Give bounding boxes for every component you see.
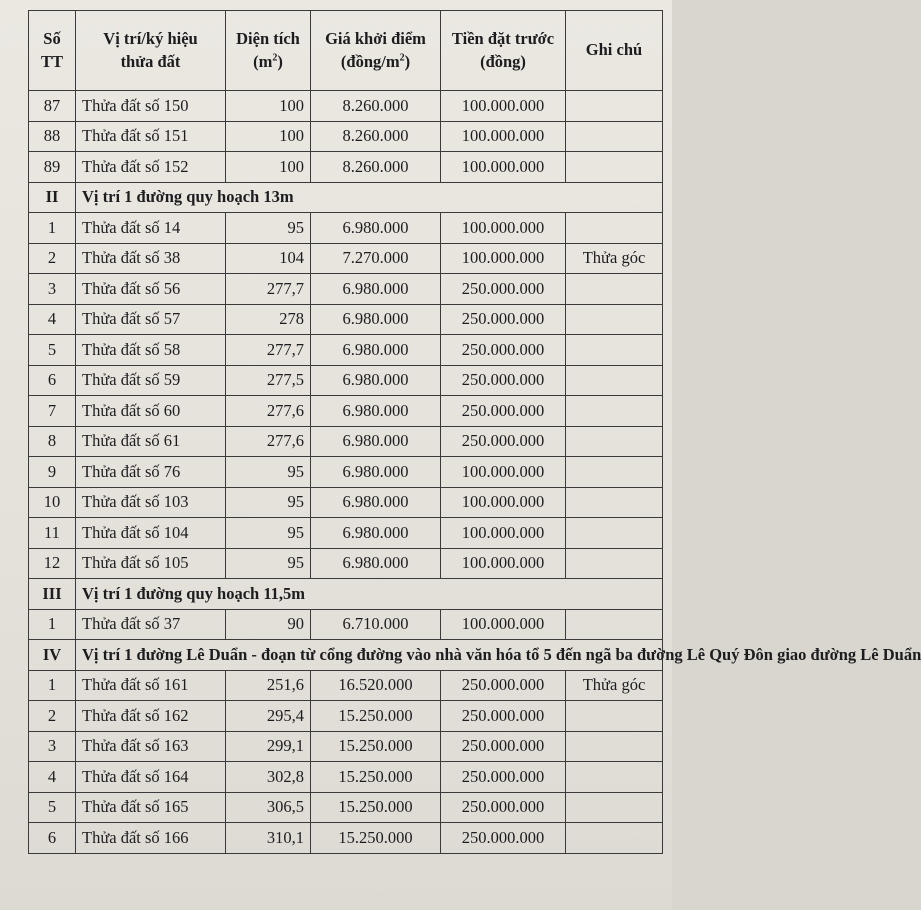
cell-deposit: 250.000.000 — [441, 670, 566, 701]
cell-no: 6 — [29, 823, 76, 854]
cell-no: 12 — [29, 548, 76, 579]
cell-price: 6.980.000 — [311, 365, 441, 396]
cell-area: 278 — [226, 304, 311, 335]
section-row-iii — [29, 579, 663, 610]
cell-price: 7.270.000 — [311, 243, 441, 274]
table-row — [29, 213, 663, 244]
table-row — [29, 487, 663, 518]
cell-deposit: 250.000.000 — [441, 792, 566, 823]
cell-deposit: 250.000.000 — [441, 396, 566, 427]
table-row — [29, 152, 663, 183]
cell-plot-name: Thửa đất số 57 — [76, 304, 226, 335]
table-row — [29, 304, 663, 335]
cell-area: 100 — [226, 91, 311, 122]
cell-price: 6.980.000 — [311, 457, 441, 488]
cell-note — [566, 365, 663, 396]
cell-area: 277,7 — [226, 274, 311, 305]
cell-area: 95 — [226, 548, 311, 579]
cell-plot-name: Thửa đất số 150 — [76, 91, 226, 122]
cell-no: 8 — [29, 426, 76, 457]
cell-area: 277,6 — [226, 396, 311, 427]
section-number: II — [29, 182, 76, 213]
cell-plot-name: Thửa đất số 104 — [76, 518, 226, 549]
section-row-iv — [29, 640, 663, 671]
cell-price: 15.250.000 — [311, 762, 441, 793]
cell-area: 251,6 — [226, 670, 311, 701]
cell-price: 15.250.000 — [311, 701, 441, 732]
table-row — [29, 518, 663, 549]
cell-area: 95 — [226, 213, 311, 244]
cell-price: 8.260.000 — [311, 121, 441, 152]
cell-area: 104 — [226, 243, 311, 274]
cell-area: 95 — [226, 487, 311, 518]
cell-price: 6.980.000 — [311, 335, 441, 366]
cell-deposit: 100.000.000 — [441, 609, 566, 640]
table-row — [29, 762, 663, 793]
cell-note: Thửa góc — [566, 670, 663, 701]
cell-area: 295,4 — [226, 701, 311, 732]
cell-no: 2 — [29, 701, 76, 732]
table-row — [29, 548, 663, 579]
cell-no: 11 — [29, 518, 76, 549]
cell-plot-name: Thửa đất số 152 — [76, 152, 226, 183]
cell-plot-name: Thửa đất số 162 — [76, 701, 226, 732]
cell-area: 90 — [226, 609, 311, 640]
cell-note — [566, 396, 663, 427]
header-starting-price: Giá khởi điểm $(đồng/m^2)$ — [311, 11, 441, 91]
cell-note — [566, 731, 663, 762]
cell-area: 95 — [226, 457, 311, 488]
table-header — [29, 11, 663, 91]
cell-no: 3 — [29, 274, 76, 305]
cell-note — [566, 457, 663, 488]
section-title: Vị trí 1 đường Lê Duẩn - đoạn từ cổng đường vào nhà văn hóa tổ 5 đến ngã ba đường Lê Quý Đôn giao đường Lê Duẩn — [76, 640, 663, 671]
cell-no: 7 — [29, 396, 76, 427]
table-row — [29, 823, 663, 854]
table-row — [29, 609, 663, 640]
cell-deposit: 100.000.000 — [441, 457, 566, 488]
cell-note — [566, 487, 663, 518]
cell-deposit: 250.000.000 — [441, 731, 566, 762]
cell-no: 89 — [29, 152, 76, 183]
table-row — [29, 274, 663, 305]
cell-plot-name: Thửa đất số 58 — [76, 335, 226, 366]
cell-note — [566, 152, 663, 183]
cell-price: 6.980.000 — [311, 274, 441, 305]
cell-deposit: 100.000.000 — [441, 548, 566, 579]
cell-area: 100 — [226, 152, 311, 183]
cell-note — [566, 121, 663, 152]
cell-plot-name: Thửa đất số 166 — [76, 823, 226, 854]
cell-area: 95 — [226, 518, 311, 549]
cell-deposit: 100.000.000 — [441, 243, 566, 274]
cell-no: 88 — [29, 121, 76, 152]
cell-area: 310,1 — [226, 823, 311, 854]
cell-price: 6.980.000 — [311, 548, 441, 579]
cell-note — [566, 304, 663, 335]
cell-note — [566, 762, 663, 793]
cell-deposit: 100.000.000 — [441, 213, 566, 244]
cell-deposit: 250.000.000 — [441, 274, 566, 305]
cell-plot-name: Thửa đất số 163 — [76, 731, 226, 762]
cell-deposit: 100.000.000 — [441, 121, 566, 152]
cell-plot-name: Thửa đất số 161 — [76, 670, 226, 701]
cell-price: 6.980.000 — [311, 304, 441, 335]
cell-plot-name: Thửa đất số 37 — [76, 609, 226, 640]
header-plot-name: Vị trí/ký hiệu thửa đất — [76, 11, 226, 91]
cell-price: 16.520.000 — [311, 670, 441, 701]
cell-no: 2 — [29, 243, 76, 274]
cell-plot-name: Thửa đất số 56 — [76, 274, 226, 305]
cell-deposit: 250.000.000 — [441, 701, 566, 732]
cell-note — [566, 792, 663, 823]
table-row — [29, 701, 663, 732]
land-auction-table — [28, 10, 921, 854]
table-row — [29, 426, 663, 457]
table-row — [29, 670, 663, 701]
cell-note — [566, 274, 663, 305]
header-area: Diện tích $(m^2)$ — [226, 11, 311, 91]
table-body — [29, 91, 921, 854]
cell-plot-name: Thửa đất số 164 — [76, 762, 226, 793]
cell-price: 6.710.000 — [311, 609, 441, 640]
cell-no: 9 — [29, 457, 76, 488]
cell-plot-name: Thửa đất số 165 — [76, 792, 226, 823]
cell-plot-name: Thửa đất số 151 — [76, 121, 226, 152]
cell-no: 5 — [29, 792, 76, 823]
cell-no: 4 — [29, 762, 76, 793]
cell-deposit: 100.000.000 — [441, 518, 566, 549]
cell-area: 306,5 — [226, 792, 311, 823]
cell-price: 6.980.000 — [311, 213, 441, 244]
cell-note — [566, 701, 663, 732]
cell-no: 1 — [29, 609, 76, 640]
cell-plot-name: Thửa đất số 59 — [76, 365, 226, 396]
cell-plot-name: Thửa đất số 60 — [76, 396, 226, 427]
section-title: Vị trí 1 đường quy hoạch 11,5m — [76, 579, 663, 610]
cell-note — [566, 609, 663, 640]
cell-area: 299,1 — [226, 731, 311, 762]
cell-plot-name: Thửa đất số 105 — [76, 548, 226, 579]
table-row — [29, 457, 663, 488]
cell-deposit: 100.000.000 — [441, 91, 566, 122]
cell-deposit: 250.000.000 — [441, 426, 566, 457]
cell-deposit: 250.000.000 — [441, 365, 566, 396]
cell-no: 4 — [29, 304, 76, 335]
cell-note — [566, 91, 663, 122]
cell-deposit: 250.000.000 — [441, 762, 566, 793]
cell-no: 10 — [29, 487, 76, 518]
header-note: Ghi chú — [566, 11, 663, 91]
cell-no: 6 — [29, 365, 76, 396]
table-row — [29, 365, 663, 396]
cell-price: 6.980.000 — [311, 426, 441, 457]
cell-deposit: 100.000.000 — [441, 152, 566, 183]
cell-price: 6.980.000 — [311, 396, 441, 427]
cell-note — [566, 335, 663, 366]
cell-deposit: 250.000.000 — [441, 823, 566, 854]
table-row — [29, 91, 663, 122]
section-number: III — [29, 579, 76, 610]
cell-no: 1 — [29, 670, 76, 701]
cell-price: 8.260.000 — [311, 152, 441, 183]
header-row — [29, 11, 663, 91]
table-row — [29, 335, 663, 366]
cell-price: 8.260.000 — [311, 91, 441, 122]
section-row-ii — [29, 182, 663, 213]
cell-area: 100 — [226, 121, 311, 152]
cell-no: 3 — [29, 731, 76, 762]
cell-area: 302,8 — [226, 762, 311, 793]
cell-price: 15.250.000 — [311, 792, 441, 823]
table-row — [29, 396, 663, 427]
cell-price: 15.250.000 — [311, 823, 441, 854]
table-row — [29, 121, 663, 152]
cell-note — [566, 823, 663, 854]
cell-area: 277,7 — [226, 335, 311, 366]
cell-note: Thửa góc — [566, 243, 663, 274]
table-row — [29, 731, 663, 762]
cell-plot-name: Thửa đất số 76 — [76, 457, 226, 488]
cell-note — [566, 548, 663, 579]
cell-price: 15.250.000 — [311, 731, 441, 762]
cell-price: 6.980.000 — [311, 518, 441, 549]
cell-note — [566, 518, 663, 549]
cell-plot-name: Thửa đất số 14 — [76, 213, 226, 244]
header-no: Số TT — [29, 11, 76, 91]
header-deposit: Tiền đặt trước (đồng) — [441, 11, 566, 91]
cell-plot-name: Thửa đất số 61 — [76, 426, 226, 457]
cell-plot-name: Thửa đất số 38 — [76, 243, 226, 274]
section-number: IV — [29, 640, 76, 671]
cell-deposit: 100.000.000 — [441, 487, 566, 518]
cell-area: 277,5 — [226, 365, 311, 396]
section-title: Vị trí 1 đường quy hoạch 13m — [76, 182, 663, 213]
table-row — [29, 243, 663, 274]
cell-plot-name: Thửa đất số 103 — [76, 487, 226, 518]
cell-deposit: 250.000.000 — [441, 335, 566, 366]
table-row — [29, 792, 663, 823]
cell-no: 87 — [29, 91, 76, 122]
cell-no: 1 — [29, 213, 76, 244]
cell-area: 277,6 — [226, 426, 311, 457]
cell-note — [566, 213, 663, 244]
cell-note — [566, 426, 663, 457]
cell-price: 6.980.000 — [311, 487, 441, 518]
cell-no: 5 — [29, 335, 76, 366]
cell-deposit: 250.000.000 — [441, 304, 566, 335]
